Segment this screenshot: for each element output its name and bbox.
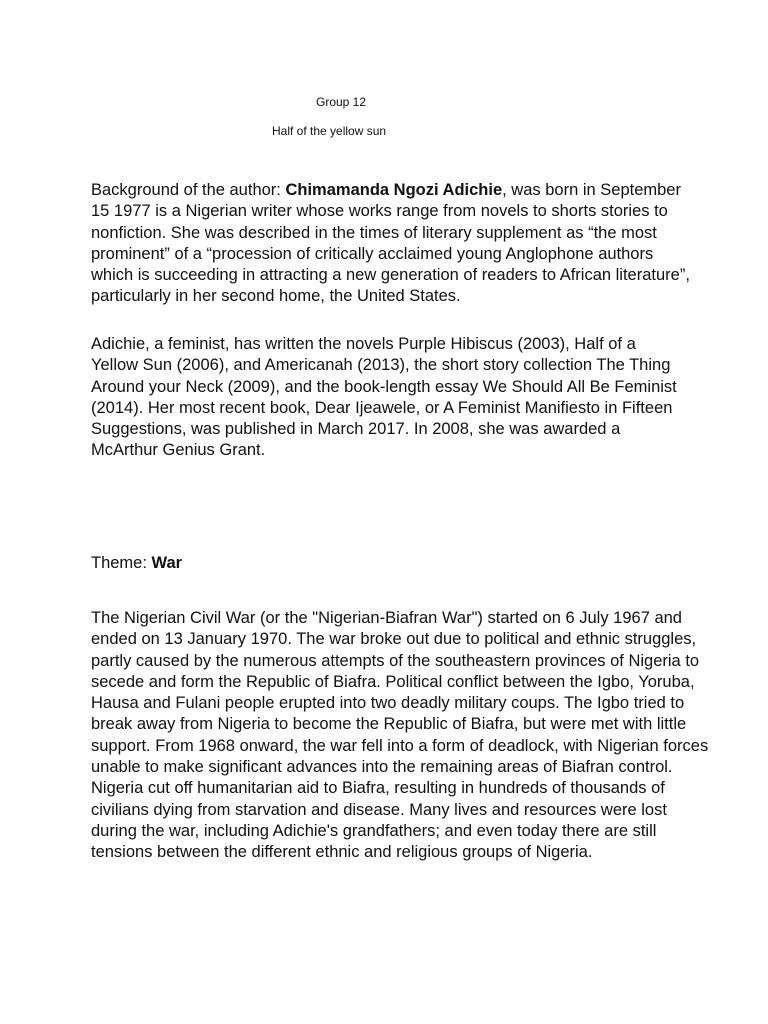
group-heading: Group 12 bbox=[316, 95, 367, 109]
theme-label: Theme: bbox=[91, 554, 152, 572]
author-name: Chimamanda Ngozi Adichie bbox=[285, 181, 503, 199]
war-paragraph: The Nigerian Civil War (or the "Nigerian-Biafran War") started on 6 July 1967 and ended on 13 January 1970. The war broke out due to political and ethnic struggles, partly caused by the numerous attempts of the southeastern provinces of Nigeria to secede and form the Republic of Biafra. Political conflict between the Igbo, Yoruba, Hausa and Fulani people erupted into two deadly military coups. The Igbo tried to break away from Nigeria to become the Republic of Biafra, but were met with little support. From 1968 onward, the war fell into a form of deadlock, with Nigerian forces unable to make significant advances into the remaining areas of Biafran control. Nigeria cut off humanitarian aid to Biafra, resulting in hundreds of thousands of civilians dying from starvation and disease. Many lives and resources were lost during the war, including Adichie's grandfathers; and even today there are still tensions between the different ethnic and religious groups of Nigeria. bbox=[91, 609, 709, 862]
background-prefix: Background of the author: bbox=[91, 181, 286, 199]
book-title-heading: Half of the yellow sun bbox=[272, 124, 387, 138]
background-text: , was born in September 15 1977 is a Nigerian writer whose works range from novels to shorts stories to nonfiction. She was described in the times of literary supplement as “the most prominent” of a “procession of critically acclaimed young Anglophone authors which is succeeding in attracting a new generation of readers to African literature”, particularly in her second home, the United States. bbox=[91, 181, 690, 306]
author-background-paragraph bbox=[91, 180, 691, 308]
theme-line bbox=[91, 553, 731, 574]
theme-value: War bbox=[151, 554, 183, 572]
works-paragraph: Adichie, a feminist, has written the novels Purple Hibiscus (2003), Half of a Yellow Sun (2006), and Americanah (2013), the short story collection The Thing Around your Neck (2009), and the book-length essay We Should All Be Feminist (2014). Her most recent book, Dear Ijeawele, or A Feminist Manifiesto in Fifteen Suggestions, was published in March 2017. In 2008, she was awarded a McArthur Genius Grant. bbox=[91, 335, 677, 460]
